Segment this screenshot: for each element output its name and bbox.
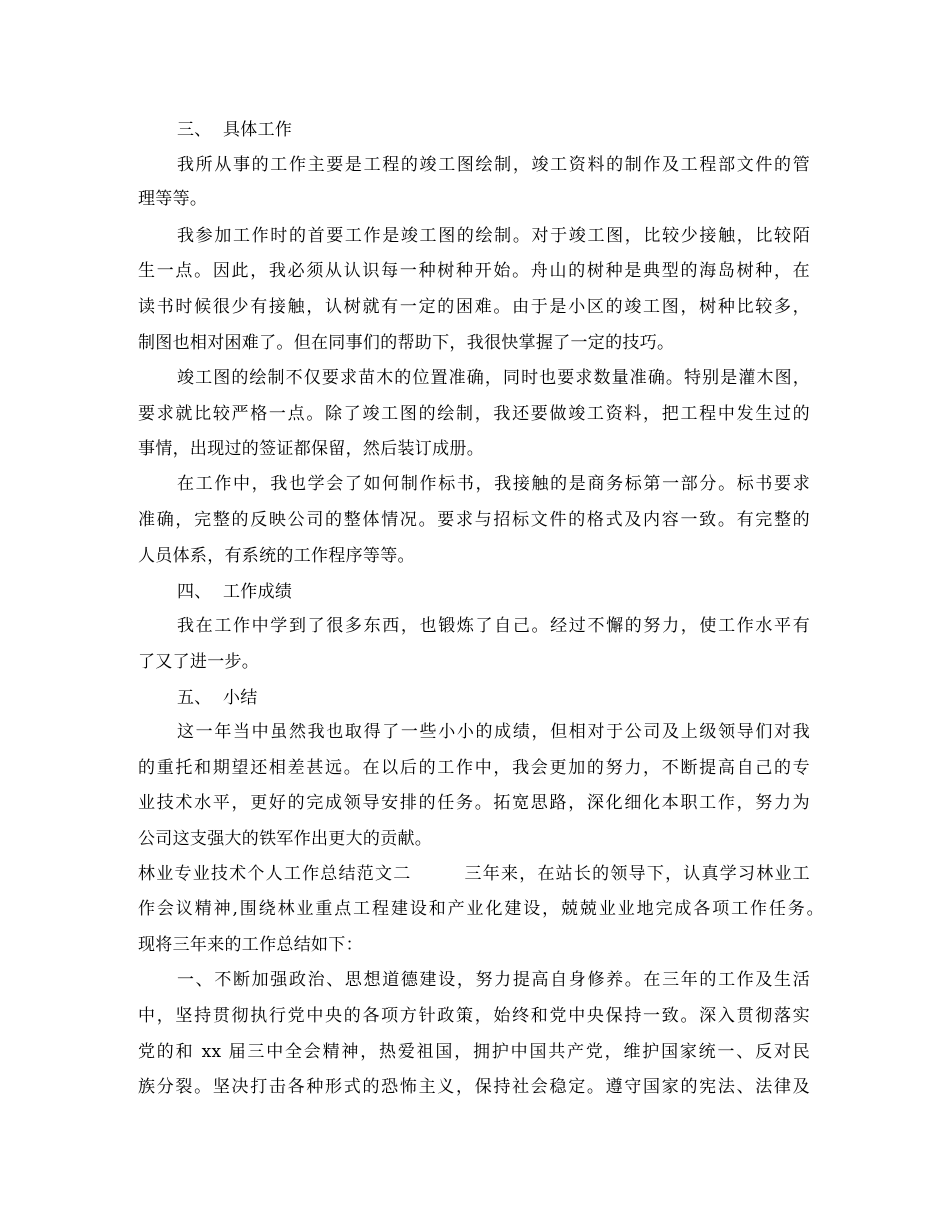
section-heading-3: 三、 具体工作 [177, 120, 293, 140]
paragraph-line: 我所从事的工作主要是工程的竣工图绘制，竣工资料的制作及工程部文件的管 [177, 155, 810, 175]
paragraph-line: 理等等。 [138, 189, 208, 209]
paragraph-line: 公司这支强大的铁军作出更大的贡献。 [138, 829, 433, 849]
section-heading-5: 五、 小结 [177, 688, 258, 708]
paragraph-line: 人员体系，有系统的工作程序等等。 [138, 546, 415, 566]
paragraph-line: 业技术水平，更好的完成领导安排的任务。拓宽思路，深化细化本职工作，努力为 [138, 793, 810, 813]
paragraph-line: 要求就比较严格一点。除了竣工图的绘制，我还要做竣工资料，把工程中发生过的 [138, 404, 810, 424]
paragraph-line: 了又了进一步。 [138, 652, 260, 672]
paragraph-line: 党的和 xx 届三中全会精神，热爱祖国，拥护中国共产党，维护国家统一、反对民 [138, 1042, 810, 1062]
paragraph-line: 中，坚持贯彻执行党中央的各项方针政策，始终和党中央保持一致。深入贯彻落实 [138, 1006, 810, 1026]
paragraph-line: 准确，完整的反映公司的整体情况。要求与招标文件的格式及内容一致。有完整的 [138, 510, 810, 530]
paragraph-line: 林业专业技术个人工作总结范文二 三年来，在站长的领导下，认真学习林业工 [138, 864, 810, 884]
paragraph-line: 族分裂。坚决打击各种形式的恐怖主义，保持社会稳定。遵守国家的宪法、法律及 [138, 1077, 810, 1097]
paragraph-line: 读书时候很少有接触，认树就有一定的困难。由于是小区的竣工图，树种比较多， [138, 297, 810, 317]
paragraph-line: 制图也相对困难了。但在同事们的帮助下，我很快掌握了一定的技巧。 [138, 333, 675, 353]
paragraph-line: 竣工图的绘制不仅要求苗木的位置准确，同时也要求数量准确。特别是灌木图， [177, 368, 810, 388]
paragraph-line: 生一点。因此，我必须从认识每一种树种开始。舟山的树种是典型的海岛树种，在 [138, 261, 810, 281]
paragraph-line: 一、不断加强政治、思想道德建设，努力提高自身修养。在三年的工作及生活 [177, 970, 810, 990]
paragraph-line: 作会议精神,围绕林业重点工程建设和产业化建设，兢兢业业地完成各项工作任务。 [138, 899, 824, 919]
section-heading-4: 四、 工作成绩 [177, 582, 293, 602]
paragraph-line: 现将三年来的工作总结如下： [138, 935, 363, 955]
paragraph-line: 的重托和期望还相差甚远。在以后的工作中，我会更加的努力，不断提高自己的专 [138, 758, 810, 778]
paragraph-line: 在工作中，我也学会了如何制作标书，我接触的是商务标第一部分。标书要求 [177, 474, 810, 494]
paragraph-line: 我参加工作时的首要工作是竣工图的绘制。对于竣工图，比较少接触，比较陌 [177, 226, 810, 246]
paragraph-line: 这一年当中虽然我也取得了一些小小的成绩，但相对于公司及上级领导们对我 [177, 722, 810, 742]
paragraph-line: 我在工作中学到了很多东西，也锻炼了自己。经过不懈的努力，使工作水平有 [177, 616, 810, 636]
paragraph-line: 事情，出现过的签证都保留，然后装订成册。 [138, 439, 484, 459]
